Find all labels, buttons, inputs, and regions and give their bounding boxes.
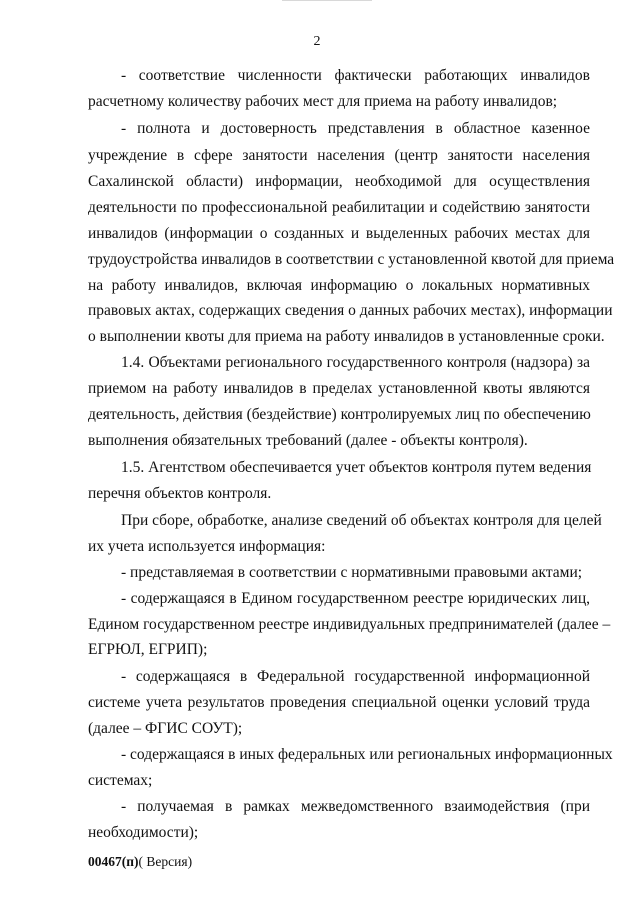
text-line: о выполнении квоты для приема на работу инвалидов в установленные сроки. [88,328,605,345]
text-line: - соответствие численности фактически работающих инвалидов [121,67,590,84]
text-line: правовых актах, содержащих сведения о данных рабочих местах), информации [88,302,613,319]
text-line: - представляемая в соответствии с нормативными правовыми актами; [121,564,583,581]
text-line: перечня объектов контроля. [88,485,272,502]
page-number: 2 [313,34,321,49]
document-code: 00467(п) [88,854,139,869]
text-line: 1.4. Объектами регионального государственного контроля (надзора) за [121,354,590,371]
text-line: (далее – ФГИС СОУТ); [88,720,243,737]
text-line: инвалидов (информации о созданных и выделенных рабочих местах для [88,225,590,242]
scan-top-edge [282,0,372,1]
text-line: на работу инвалидов, включая информацию о локальных нормативных [88,277,590,294]
text-line: Едином государственном реестре индивидуальных предпринимателей (далее – [88,616,611,633]
text-line: деятельности по профессиональной реабилитации и содействию занятости [88,199,590,216]
text-line: учреждение в сфере занятости населения (центр занятости населения [88,147,590,164]
text-line: - содержащаяся в иных федеральных или региональных информационных [121,746,613,763]
text-line: - полнота и достоверность представления в областное казенное [121,120,590,137]
document-footer [88,854,192,870]
text-line: деятельность, действия (бездействие) контролируемых лиц по обеспечению [88,406,591,423]
text-line: системе учета результатов проведения специальной оценки условий труда [88,694,590,711]
version-label: ( Версия) [138,854,193,869]
text-line: При сборе, обработке, анализе сведений об объектах контроля для целей [121,512,602,529]
text-line: системах; [88,772,153,789]
text-line: 1.5. Агентством обеспечивается учет объектов контроля путем ведения [121,459,592,476]
text-line: ЕГРЮЛ, ЕГРИП); [88,641,208,658]
text-line: приемом на работу инвалидов в пределах установленной квоты являются [88,380,590,397]
text-line: - получаемая в рамках межведомственного взаимодействия (при [121,798,590,815]
text-line: Сахалинской области) информации, необходимой для осуществления [88,173,590,190]
text-line: - содержащаяся в Едином государственном реестре юридических лиц, [121,590,590,607]
text-line: необходимости); [88,824,199,841]
text-line: - содержащаяся в Федеральной государственной информационной [121,668,590,685]
text-line: расчетному количеству рабочих мест для приема на работу инвалидов; [88,93,558,110]
text-line: их учета используется информация: [88,538,326,555]
text-line: выполнения обязательных требований (далее - объекты контроля). [88,432,528,449]
text-line: трудоустройства инвалидов в соответствии с установленной квотой для приема [88,251,615,268]
